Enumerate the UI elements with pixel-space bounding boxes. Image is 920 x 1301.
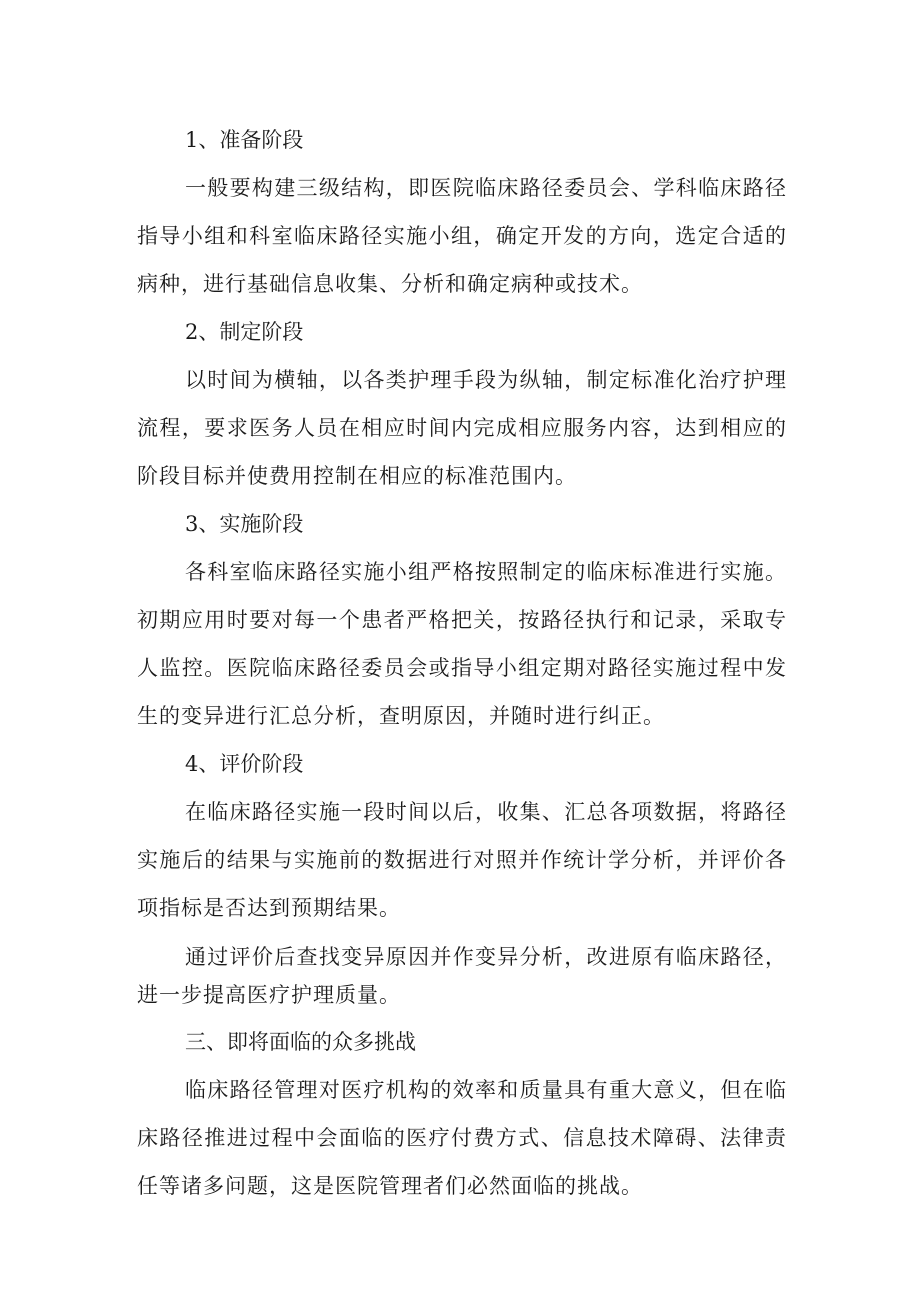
- section-heading: 3、实施阶段: [185, 512, 304, 536]
- section-heading: 1、准备阶段: [185, 128, 304, 152]
- section-heading: 三、即将面临的众多挑战: [185, 1030, 416, 1054]
- section-paragraph: 以时间为横轴，以各类护理手段为纵轴，制定标准化治疗护理流程，要求医务人员在相应时间内完成相应服务内容，达到相应的阶段目标并使费用控制在相应的标准范围内。: [137, 368, 787, 488]
- section-paragraph: 各科室临床路径实施小组严格按照制定的临床标准进行实施。初期应用时要对每一个患者严格把关，按路径执行和记录，采取专人监控。医院临床路径委员会或指导小组定期对路径实施过程中发生的变异进行汇总分析，查明原因，并随时进行纠正。: [137, 560, 787, 728]
- section-paragraph: 一般要构建三级结构，即医院临床路径委员会、学科临床路径指导小组和科室临床路径实施小组，确定开发的方向，选定合适的病种，进行基础信息收集、分析和确定病种或技术。: [137, 176, 787, 296]
- document-body: [137, 116, 787, 1210]
- section-paragraph: 临床路径管理对医疗机构的效率和质量具有重大意义，但在临床路径推进过程中会面临的医疗付费方式、信息技术障碍、法律责任等诸多问题，这是医院管理者们必然面临的挑战。: [137, 1078, 787, 1198]
- section-paragraph: 在临床路径实施一段时间以后，收集、汇总各项数据，将路径实施后的结果与实施前的数据进行对照并作统计学分析，并评价各项指标是否达到预期结果。: [137, 800, 787, 920]
- section-heading: 4、评价阶段: [185, 752, 304, 776]
- section-heading: 2、制定阶段: [185, 320, 304, 344]
- section-paragraph: 通过评价后查找变异原因并作变异分析，改进原有临床路径，进一步提高医疗护理质量。: [137, 945, 787, 1007]
